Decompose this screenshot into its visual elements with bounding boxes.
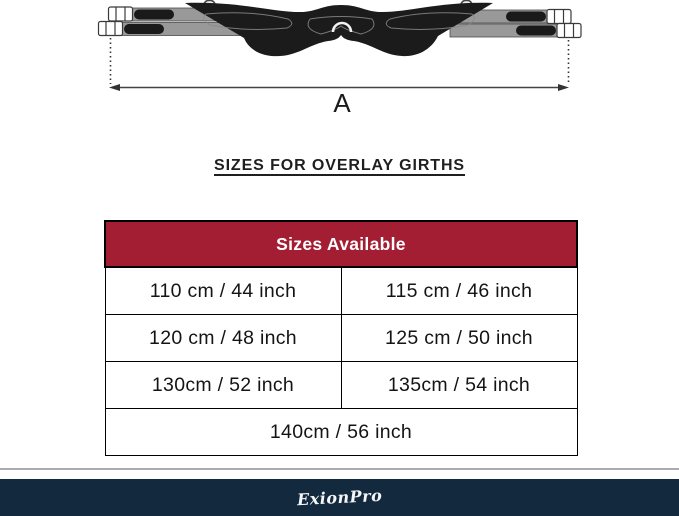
girth-body xyxy=(185,3,493,56)
girth-product-image xyxy=(0,0,679,118)
divider-line xyxy=(0,468,679,470)
dimension-label: A xyxy=(333,88,351,118)
size-cell: 115 cm / 46 inch xyxy=(341,267,577,315)
page-title: SIZES FOR OVERLAY GIRTHS xyxy=(214,157,465,174)
sizes-table xyxy=(104,220,578,456)
size-cell: 125 cm / 50 inch xyxy=(341,315,577,362)
brand-logo: ExionPro xyxy=(296,485,383,510)
table-header-row xyxy=(105,221,577,267)
size-cell: 110 cm / 44 inch xyxy=(105,267,341,315)
dimension-lines xyxy=(111,38,569,88)
size-cell: 120 cm / 48 inch xyxy=(105,315,341,362)
size-cell: 135cm / 54 inch xyxy=(341,362,577,409)
table-row xyxy=(105,409,577,456)
table-header-cell: Sizes Available xyxy=(105,221,577,267)
table-row xyxy=(105,267,577,315)
table-row xyxy=(105,315,577,362)
table-row xyxy=(105,362,577,409)
footer-bar xyxy=(0,479,679,516)
size-cell-full-width: 140cm / 56 inch xyxy=(105,409,577,456)
size-cell: 130cm / 52 inch xyxy=(105,362,341,409)
